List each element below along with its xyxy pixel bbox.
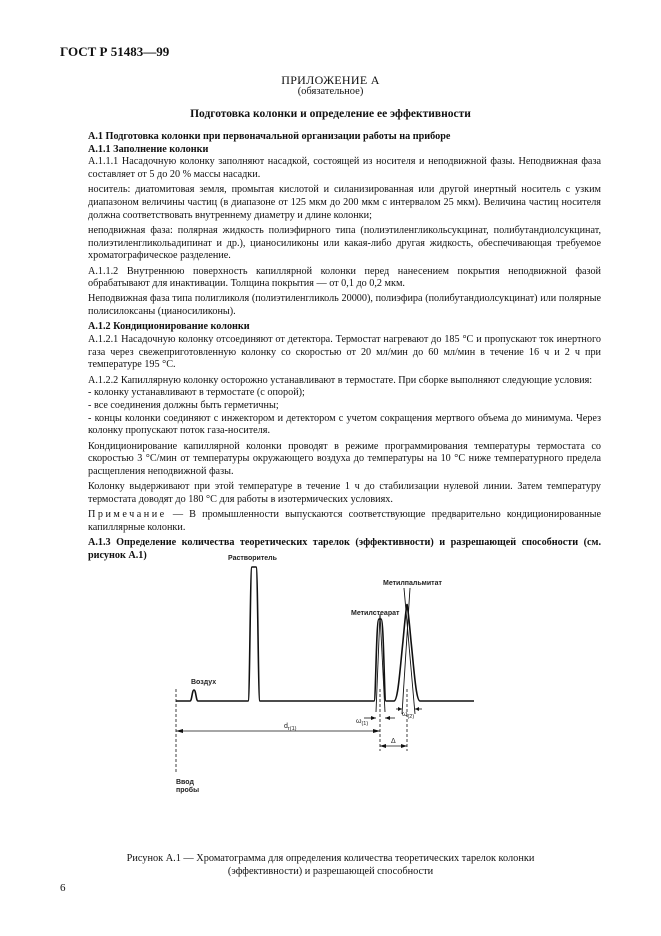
arrow-head [176,729,183,733]
paragraph: Неподвижная фаза типа полигликоля (полиэтиленгликоль 20000), полиэфира (полибутандиолсукцинат) или полярные полисилоксаны (цианосиликоны). [88,293,601,318]
annex-note: (обязательное) [297,86,364,97]
standard-number: ГОСТ Р 51483—99 [60,44,170,59]
paragraph: неподвижная фаза: полярная жидкость полиэфирного типа (полиэтиленгликольсукцинат, полибутандиолсукцинат, полиэтиленгликольадипинат и др.), цианосиликоны или какая-либо другая жидкость, обеспечивающая требуемое хроматографическое разделение. [88,224,601,262]
section-heading-a1: А.1 Подготовка колонки при первоначальной организации работы на приборе [88,131,451,142]
list-item: - концы колонки соединяют с инжектором и детектором с учетом сокращения мертвого объема до минимума. Через колонку пропускают поток газа-носителя. [88,412,601,437]
label-w2: $\omega_{(2)}$ [402,711,415,720]
label-methyl-stearate: Метилстеарат [351,610,400,617]
note-text: — В промышленности выпускаются соответствующие предварительно кондиционированные капиллярные колонки. [88,509,601,533]
list-item: - все соединения должны быть герметичны; [88,400,279,412]
paragraph: Кондиционирование капиллярной колонки проводят в режиме программирования температуры термостата со скоростью 3 °С/мин от температуры окружающего воздуха до температуры на 10 °С ниже температурного предела расщепления неподвижной фазы. [88,440,601,478]
label-dr1: $d_{r(1)}$ [284,723,297,732]
label-methyl-palmitate: Метилпальмитат [383,580,442,587]
paragraph: А.1.1.2 Внутреннюю поверхность капиллярной колонки перед нанесением покрытия неподвижной фазой обрабатывают для инактивации. Толщина покрытия — от 0,1 до 0,2 мкм. [88,265,601,290]
main-title: Подготовка колонки и определение ее эффективности [190,108,471,120]
note [88,509,601,534]
body-text [88,131,601,563]
list-item: - колонку устанавливают в термостате (с опорой); [88,387,305,399]
page-number: 6 [60,882,66,894]
paragraph: носитель: диатомитовая земля, промытая кислотой и силанизированная или другой инертный носитель с узким диапазоном величины частиц (в диапазоне от 125 мкм до 200 мкм с интервалом 25 мкм). Величина частиц носителя должна соответствовать внутреннему диаметру и длине колонки; [88,184,601,221]
arrow-head [401,744,407,748]
subsection-heading-a12: А.1.2 Кондиционирование колонки [88,321,250,333]
arrow-head [415,707,419,711]
label-solvent: Растворитель [228,555,277,562]
paragraph: А.1.2.2 Капиллярную колонку осторожно устанавливают в термостате. При сборке выполняют следующие условия: [88,374,593,386]
label-w1: $\omega_{(1)}$ [356,718,369,727]
arrow-head [385,716,390,720]
subsection-heading-a13: А.1.3 Определение количества теоретических тарелок (эффективности) и разрешающей способности (см. рисунок А.1) [88,537,601,561]
paragraph: А.1.2.1 Насадочную колонку отсоединяют от детектора. Термостат нагревают до 185 °С и пропускают ток инертного газа через свежеприготовленную колонку со скоростью от 20 мл/мин до 60 мл/мин в течение 16 ч и 2 ч при температуре 195 °С. [88,334,601,371]
paragraph: А.1.1.1 Насадочную колонку заполняют насадкой, состоящей из носителя и неподвижной фазы. Неподвижная фаза составляет от 5 до 20 % массы насадки. [88,156,601,181]
chromatogram-trace [176,567,474,701]
annex-title: ПРИЛОЖЕНИЕ А [281,73,380,87]
label-delta: Δ [391,738,396,745]
arrow-head [380,744,386,748]
label-injection-line2: пробы [176,787,200,794]
figure-caption: Рисунок А.1 — Хроматограмма для определения количества теоретических тарелок колонки (эффективности) и разрешающей способности [126,853,535,877]
note-label: Примечание [88,509,167,521]
arrow-head [371,716,376,720]
label-air: Воздух [191,679,217,686]
arrow-head [373,729,380,733]
paragraph: Колонку выдерживают при этой температуре в течение 1 ч до стабилизации нулевой линии. Затем температуру термостата доводят до 180 °С для работы в изотермических условиях. [88,481,601,505]
subsection-heading-a11: А.1.1 Заполнение колонки [88,143,209,155]
chromatogram-figure [0,549,661,849]
label-injection-line1: Ввод [176,779,194,786]
